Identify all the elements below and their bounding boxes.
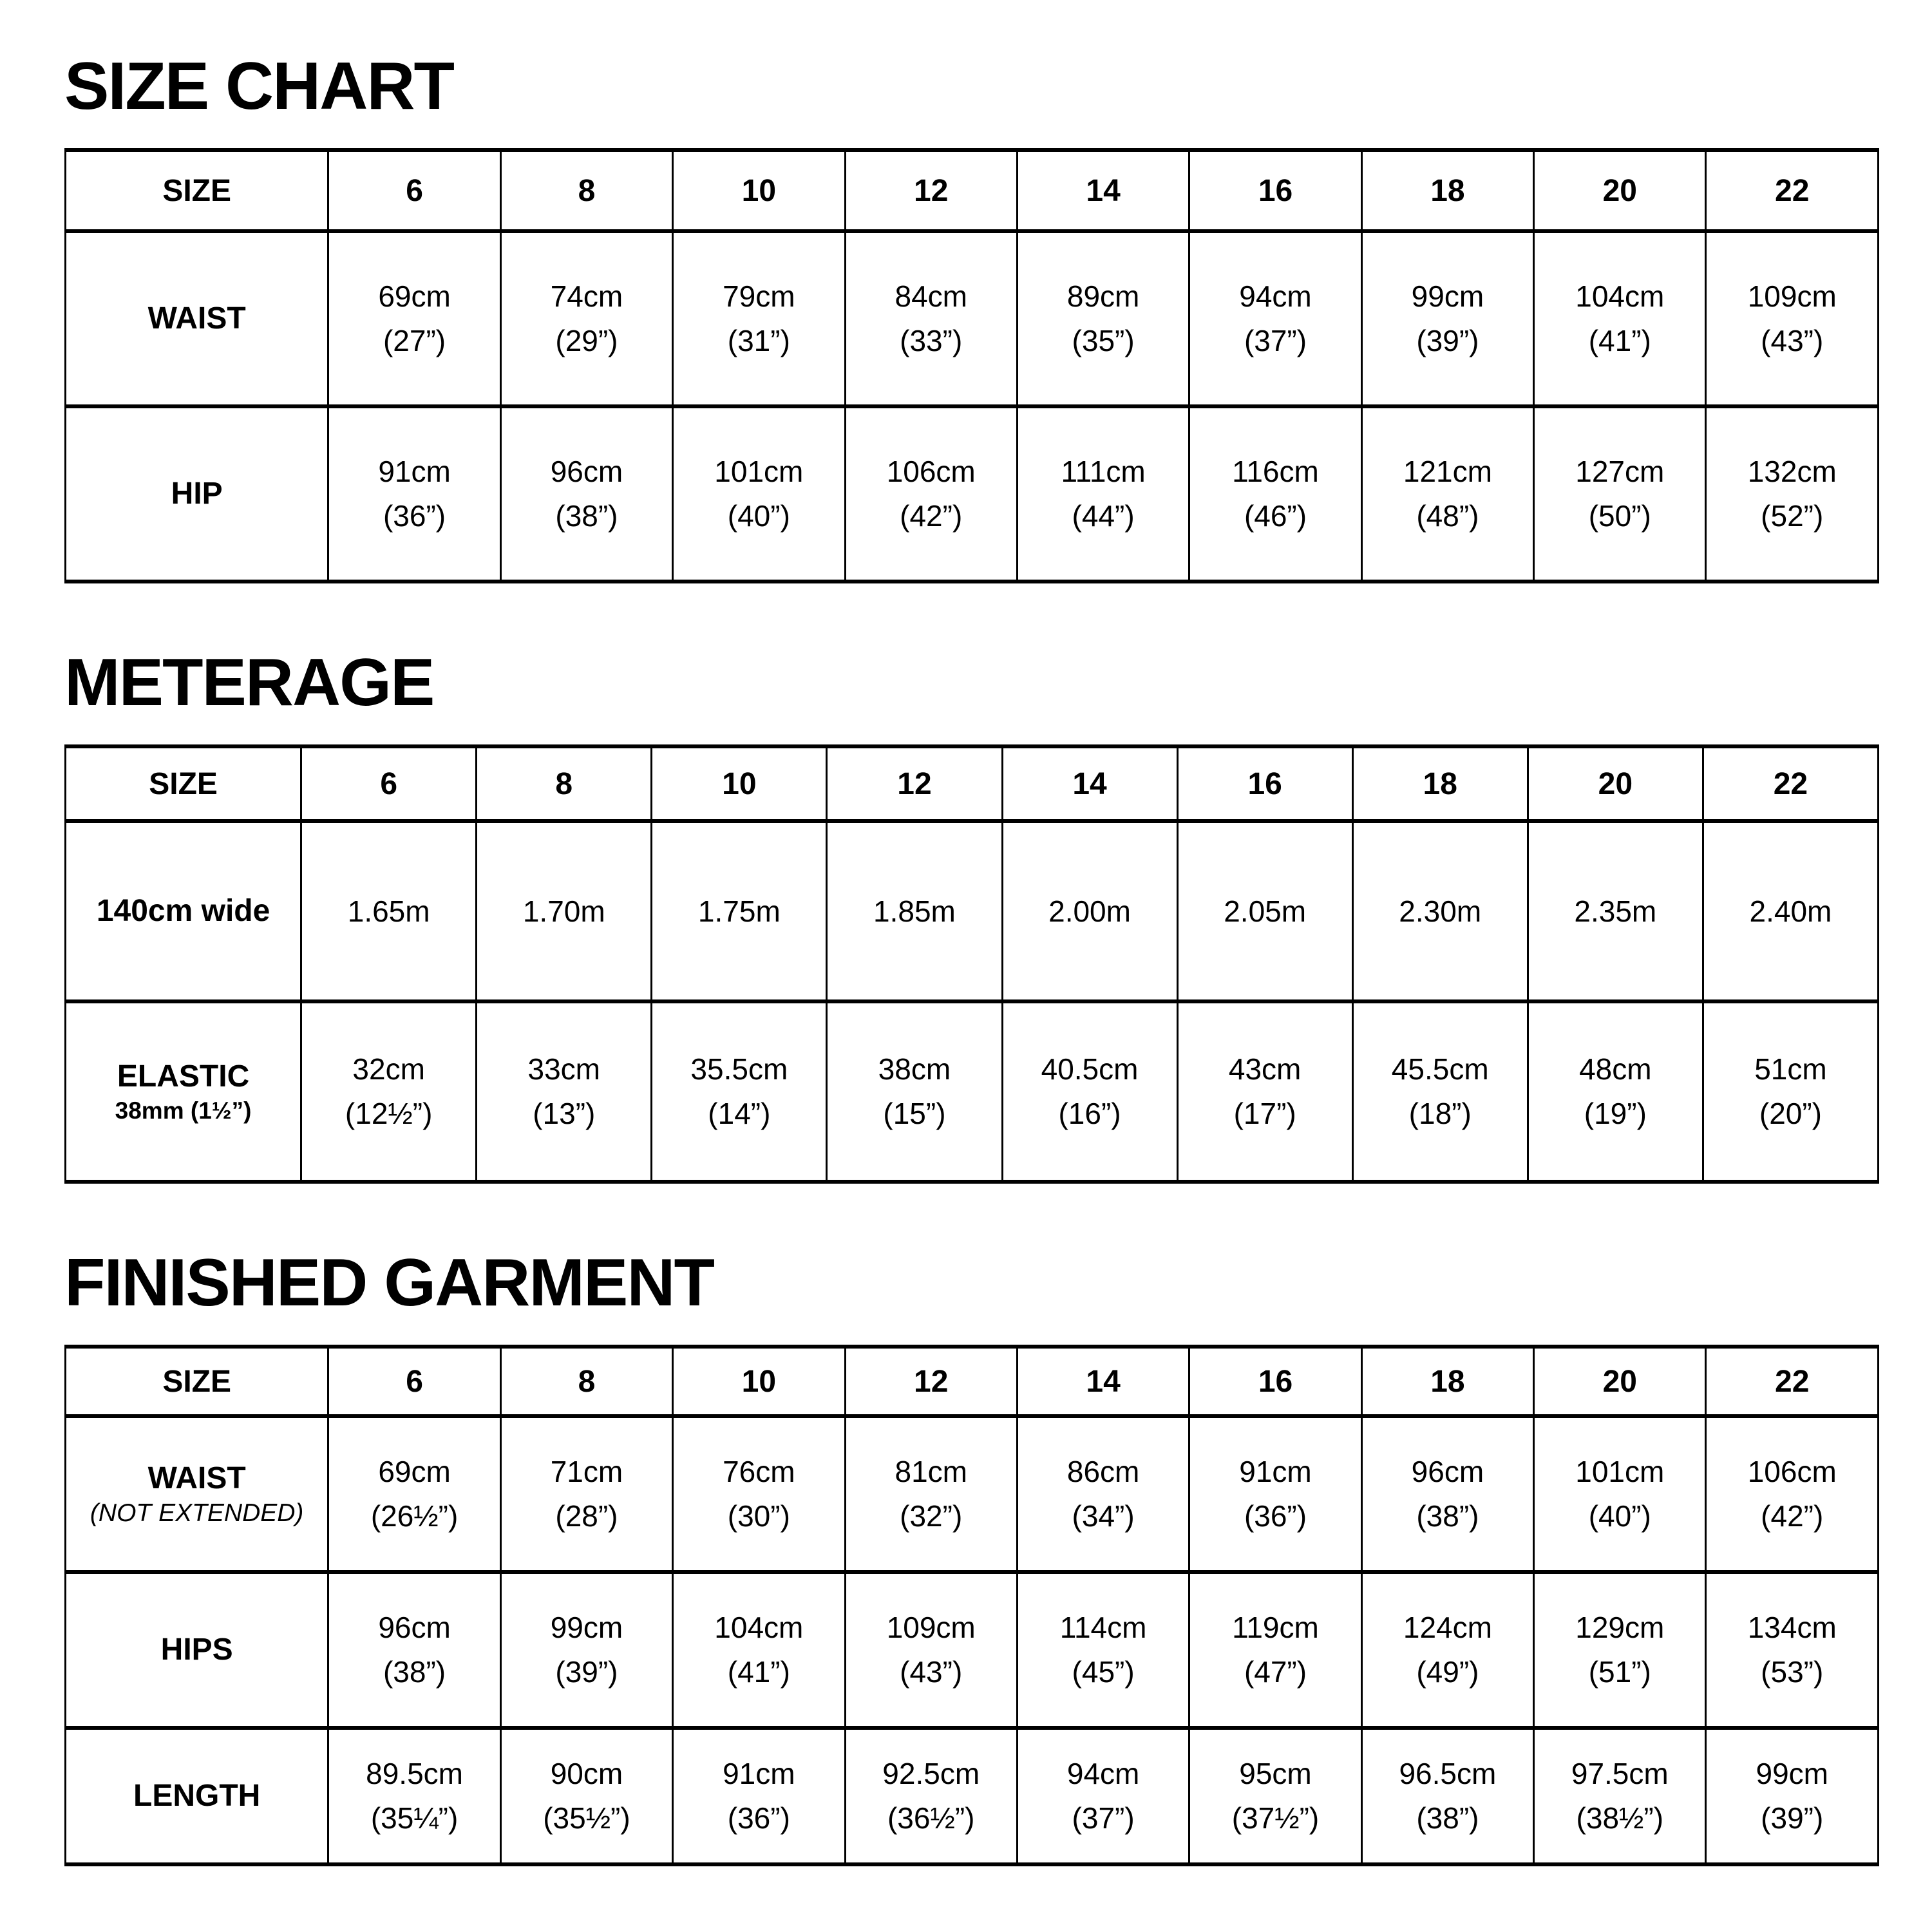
value-cell: 96.5cm (38”) — [1361, 1728, 1533, 1864]
value-cell: 33cm (13”) — [477, 1001, 652, 1182]
size-chart-table — [64, 148, 1879, 583]
header-size-8: 8 — [477, 746, 652, 821]
header-size-14: 14 — [1002, 746, 1177, 821]
value-cell: 99cm (39”) — [1706, 1728, 1879, 1864]
row-label: WAIST — [66, 231, 328, 406]
value-cell: 2.05m — [1177, 821, 1352, 1001]
header-size-16: 16 — [1177, 746, 1352, 821]
value-cell: 96cm (38”) — [500, 406, 672, 582]
finished-garment-table — [64, 1345, 1879, 1866]
table-row — [66, 1416, 1879, 1572]
header-row — [66, 150, 1879, 231]
value-cell: 124cm (49”) — [1361, 1572, 1533, 1728]
table-row — [66, 1728, 1879, 1864]
table-row — [66, 1001, 1879, 1182]
value-cell: 134cm (53”) — [1706, 1572, 1879, 1728]
header-size-label: SIZE — [66, 746, 301, 821]
section-meterage — [64, 645, 1879, 1184]
value-cell: 69cm (26½”) — [328, 1416, 500, 1572]
value-cell: 35.5cm (14”) — [652, 1001, 827, 1182]
value-cell: 92.5cm (36½”) — [845, 1728, 1017, 1864]
header-size-12: 12 — [827, 746, 1002, 821]
value-cell: 51cm (20”) — [1703, 1001, 1878, 1182]
header-size-6: 6 — [301, 746, 477, 821]
header-size-20: 20 — [1534, 1347, 1706, 1416]
sewing-pattern-size-charts — [64, 49, 1879, 1866]
value-cell: 2.00m — [1002, 821, 1177, 1001]
header-row — [66, 746, 1879, 821]
value-cell: 96cm (38”) — [1361, 1416, 1533, 1572]
value-cell: 1.70m — [477, 821, 652, 1001]
value-cell: 95cm (37½”) — [1189, 1728, 1361, 1864]
value-cell: 96cm (38”) — [328, 1572, 500, 1728]
value-cell: 132cm (52”) — [1706, 406, 1879, 582]
header-size-22: 22 — [1703, 746, 1878, 821]
section-title-finished-garment: FINISHED GARMENT — [64, 1245, 714, 1320]
row-label: 140cm wide — [66, 821, 301, 1001]
value-cell: 69cm (27”) — [328, 231, 500, 406]
meterage-table — [64, 744, 1879, 1184]
table-row — [66, 406, 1879, 582]
table-row — [66, 1572, 1879, 1728]
value-cell: 94cm (37”) — [1017, 1728, 1189, 1864]
header-size-6: 6 — [328, 1347, 500, 1416]
value-cell: 91cm (36”) — [673, 1728, 845, 1864]
row-label: HIP — [66, 406, 328, 582]
value-cell: 106cm (42”) — [845, 406, 1017, 582]
header-size-12: 12 — [845, 150, 1017, 231]
value-cell: 121cm (48”) — [1361, 406, 1533, 582]
value-cell: 84cm (33”) — [845, 231, 1017, 406]
header-size-14: 14 — [1017, 150, 1189, 231]
table-row — [66, 821, 1879, 1001]
value-cell: 43cm (17”) — [1177, 1001, 1352, 1182]
header-size-6: 6 — [328, 150, 500, 231]
section-title-meterage: METERAGE — [64, 645, 434, 720]
value-cell: 71cm (28”) — [500, 1416, 672, 1572]
header-size-16: 16 — [1189, 1347, 1361, 1416]
value-cell: 106cm (42”) — [1706, 1416, 1879, 1572]
value-cell: 94cm (37”) — [1189, 231, 1361, 406]
value-cell: 101cm (40”) — [673, 406, 845, 582]
header-size-10: 10 — [673, 150, 845, 231]
value-cell: 2.40m — [1703, 821, 1878, 1001]
header-size-label: SIZE — [66, 1347, 328, 1416]
value-cell: 81cm (32”) — [845, 1416, 1017, 1572]
section-size-chart — [64, 49, 1879, 583]
header-size-14: 14 — [1017, 1347, 1189, 1416]
header-size-10: 10 — [652, 746, 827, 821]
value-cell: 1.75m — [652, 821, 827, 1001]
value-cell: 90cm (35½”) — [500, 1728, 672, 1864]
header-size-16: 16 — [1189, 150, 1361, 231]
header-size-18: 18 — [1361, 1347, 1533, 1416]
header-row — [66, 1347, 1879, 1416]
value-cell: 45.5cm (18”) — [1352, 1001, 1528, 1182]
header-size-22: 22 — [1706, 150, 1879, 231]
value-cell: 32cm (12½”) — [301, 1001, 477, 1182]
header-size-18: 18 — [1352, 746, 1528, 821]
value-cell: 89.5cm (35¼”) — [328, 1728, 500, 1864]
value-cell: 116cm (46”) — [1189, 406, 1361, 582]
value-cell: 129cm (51”) — [1534, 1572, 1706, 1728]
row-label: HIPS — [66, 1572, 328, 1728]
value-cell: 109cm (43”) — [845, 1572, 1017, 1728]
value-cell: 76cm (30”) — [673, 1416, 845, 1572]
header-size-label: SIZE — [66, 150, 328, 231]
value-cell: 86cm (34”) — [1017, 1416, 1189, 1572]
value-cell: 101cm (40”) — [1534, 1416, 1706, 1572]
value-cell: 91cm (36”) — [328, 406, 500, 582]
value-cell: 79cm (31”) — [673, 231, 845, 406]
value-cell: 127cm (50”) — [1534, 406, 1706, 582]
header-size-8: 8 — [500, 150, 672, 231]
header-size-8: 8 — [500, 1347, 672, 1416]
value-cell: 1.65m — [301, 821, 477, 1001]
header-size-22: 22 — [1706, 1347, 1879, 1416]
value-cell: 97.5cm (38½”) — [1534, 1728, 1706, 1864]
row-label-sub: (NOT EXTENDED) — [90, 1499, 304, 1527]
value-cell: 91cm (36”) — [1189, 1416, 1361, 1572]
section-finished-garment — [64, 1245, 1879, 1866]
header-size-10: 10 — [673, 1347, 845, 1416]
table-row — [66, 231, 1879, 406]
value-cell: 40.5cm (16”) — [1002, 1001, 1177, 1182]
value-cell: 2.30m — [1352, 821, 1528, 1001]
row-label: LENGTH — [66, 1728, 328, 1864]
header-size-12: 12 — [845, 1347, 1017, 1416]
value-cell: 111cm (44”) — [1017, 406, 1189, 582]
header-size-18: 18 — [1361, 150, 1533, 231]
value-cell: 114cm (45”) — [1017, 1572, 1189, 1728]
value-cell: 38cm (15”) — [827, 1001, 1002, 1182]
value-cell: 89cm (35”) — [1017, 231, 1189, 406]
row-label: ELASTIC 38mm (1½”) — [66, 1001, 301, 1182]
value-cell: 2.35m — [1528, 821, 1703, 1001]
row-label: WAIST (NOT EXTENDED) — [66, 1416, 328, 1572]
value-cell: 99cm (39”) — [500, 1572, 672, 1728]
header-size-20: 20 — [1528, 746, 1703, 821]
row-label-sub: 38mm (1½”) — [115, 1097, 252, 1124]
value-cell: 104cm (41”) — [1534, 231, 1706, 406]
value-cell: 104cm (41”) — [673, 1572, 845, 1728]
value-cell: 74cm (29”) — [500, 231, 672, 406]
value-cell: 99cm (39”) — [1361, 231, 1533, 406]
value-cell: 119cm (47”) — [1189, 1572, 1361, 1728]
value-cell: 1.85m — [827, 821, 1002, 1001]
header-size-20: 20 — [1534, 150, 1706, 231]
value-cell: 48cm (19”) — [1528, 1001, 1703, 1182]
value-cell: 109cm (43”) — [1706, 231, 1879, 406]
section-title-size-chart: SIZE CHART — [64, 49, 453, 124]
